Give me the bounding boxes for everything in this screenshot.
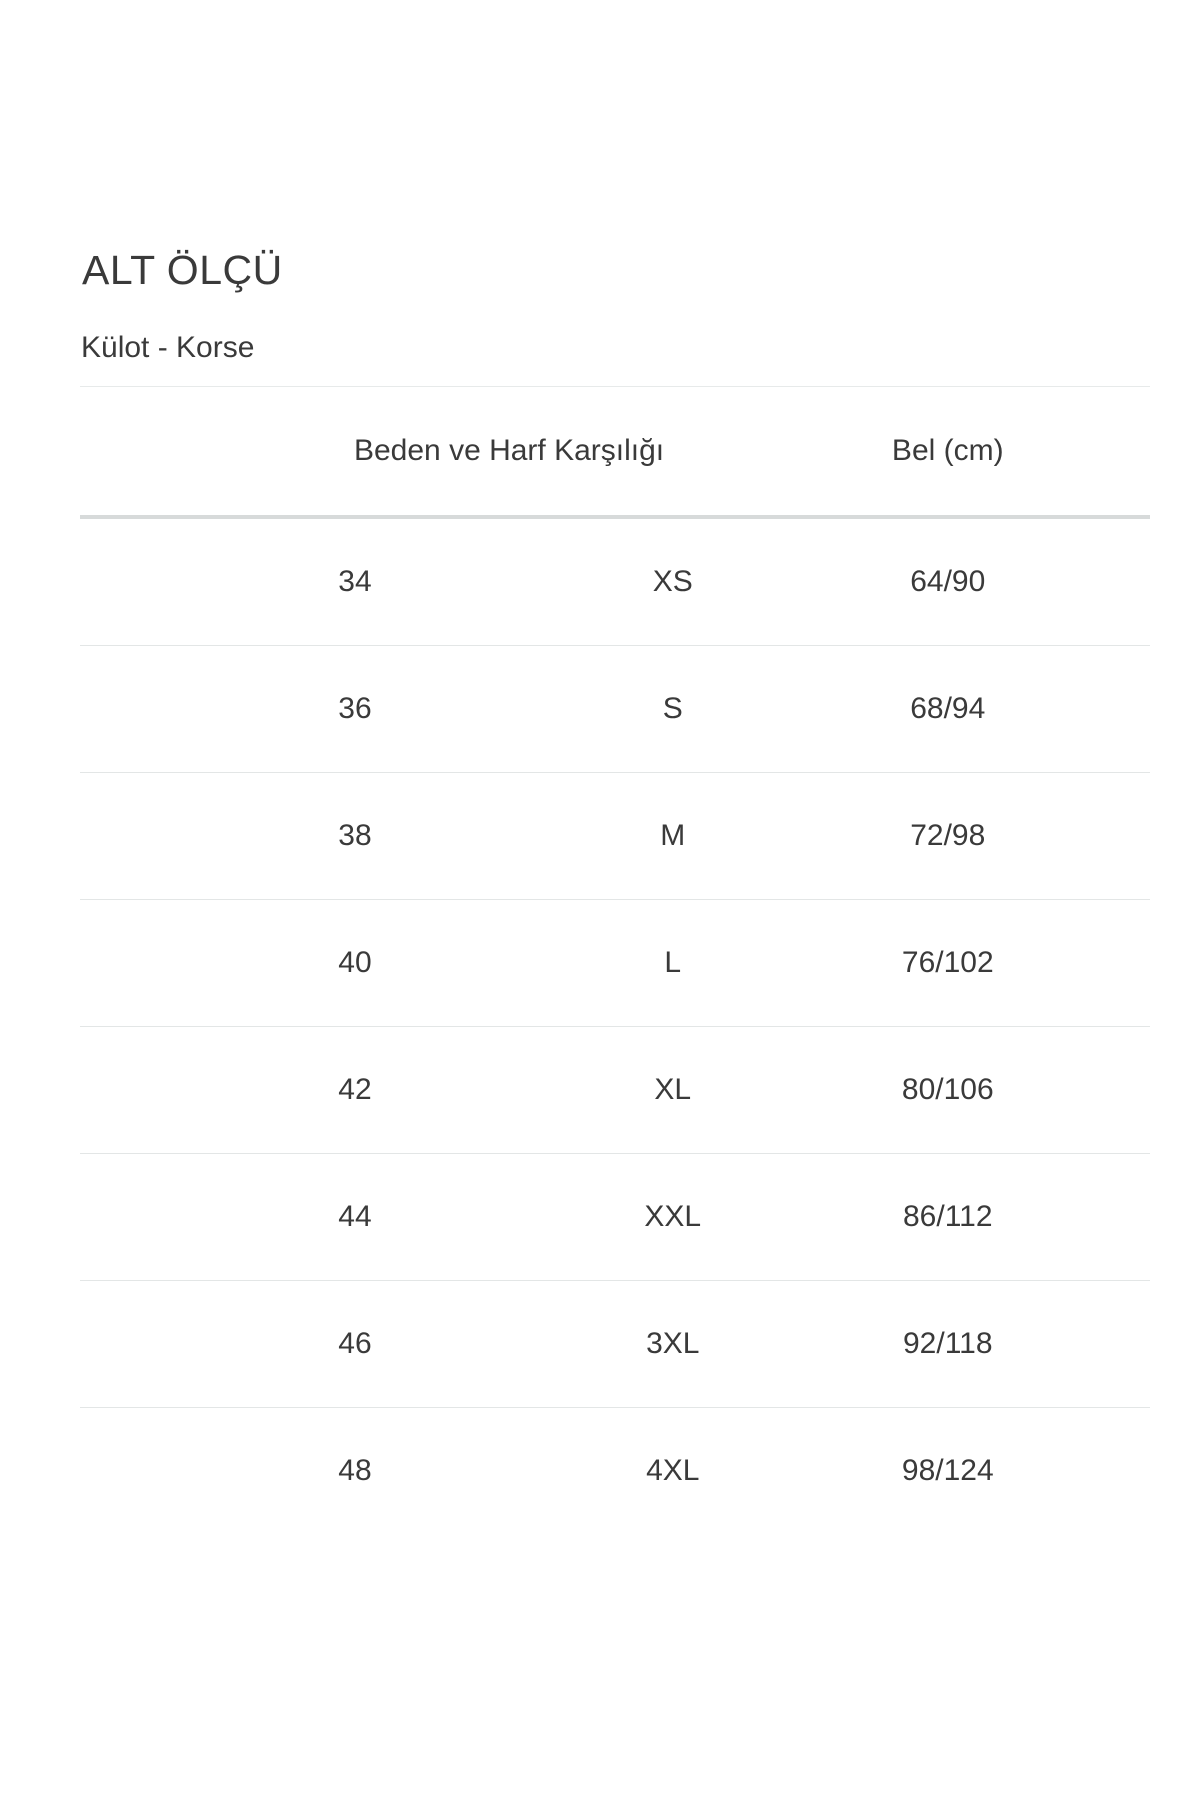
waist-cell: 64/90 <box>910 565 986 598</box>
size-table <box>80 386 1150 1534</box>
table-row <box>80 1154 1150 1281</box>
page-subtitle: Külot - Korse <box>81 331 255 364</box>
table-row <box>80 1408 1150 1534</box>
table-row <box>80 900 1150 1027</box>
waist-cell: 86/112 <box>903 1200 993 1233</box>
letter-cell: M <box>660 819 686 852</box>
table-row <box>80 519 1150 646</box>
waist-cell: 76/102 <box>901 946 994 979</box>
waist-cell: 68/94 <box>910 692 986 725</box>
size-cell: 38 <box>338 819 372 852</box>
letter-cell: S <box>662 692 683 725</box>
waist-cell: 98/124 <box>901 1454 994 1487</box>
page-title: ALT ÖLÇÜ <box>82 247 283 293</box>
letter-cell: 4XL <box>646 1454 700 1487</box>
letter-cell: L <box>664 946 682 979</box>
table-row <box>80 773 1150 900</box>
table-row <box>80 646 1150 773</box>
waist-cell: 72/98 <box>910 819 986 852</box>
header-waist: Bel (cm) <box>891 434 1004 467</box>
letter-cell: 3XL <box>646 1327 700 1360</box>
size-cell: 36 <box>338 692 372 725</box>
size-cell: 46 <box>338 1327 372 1360</box>
waist-cell: 80/106 <box>901 1073 994 1106</box>
size-table-header-row <box>80 386 1150 519</box>
header-size-and-letter: Beden ve Harf Karşılığı <box>353 434 665 467</box>
size-cell: 48 <box>338 1454 372 1487</box>
waist-cell: 92/118 <box>903 1327 993 1360</box>
letter-cell: XS <box>652 565 693 598</box>
letter-cell: XXL <box>644 1200 702 1233</box>
table-row <box>80 1027 1150 1154</box>
table-row <box>80 1281 1150 1408</box>
size-cell: 34 <box>338 565 372 598</box>
size-cell: 42 <box>338 1073 372 1106</box>
letter-cell: XL <box>654 1073 692 1106</box>
size-cell: 44 <box>338 1200 372 1233</box>
size-cell: 40 <box>338 946 372 979</box>
